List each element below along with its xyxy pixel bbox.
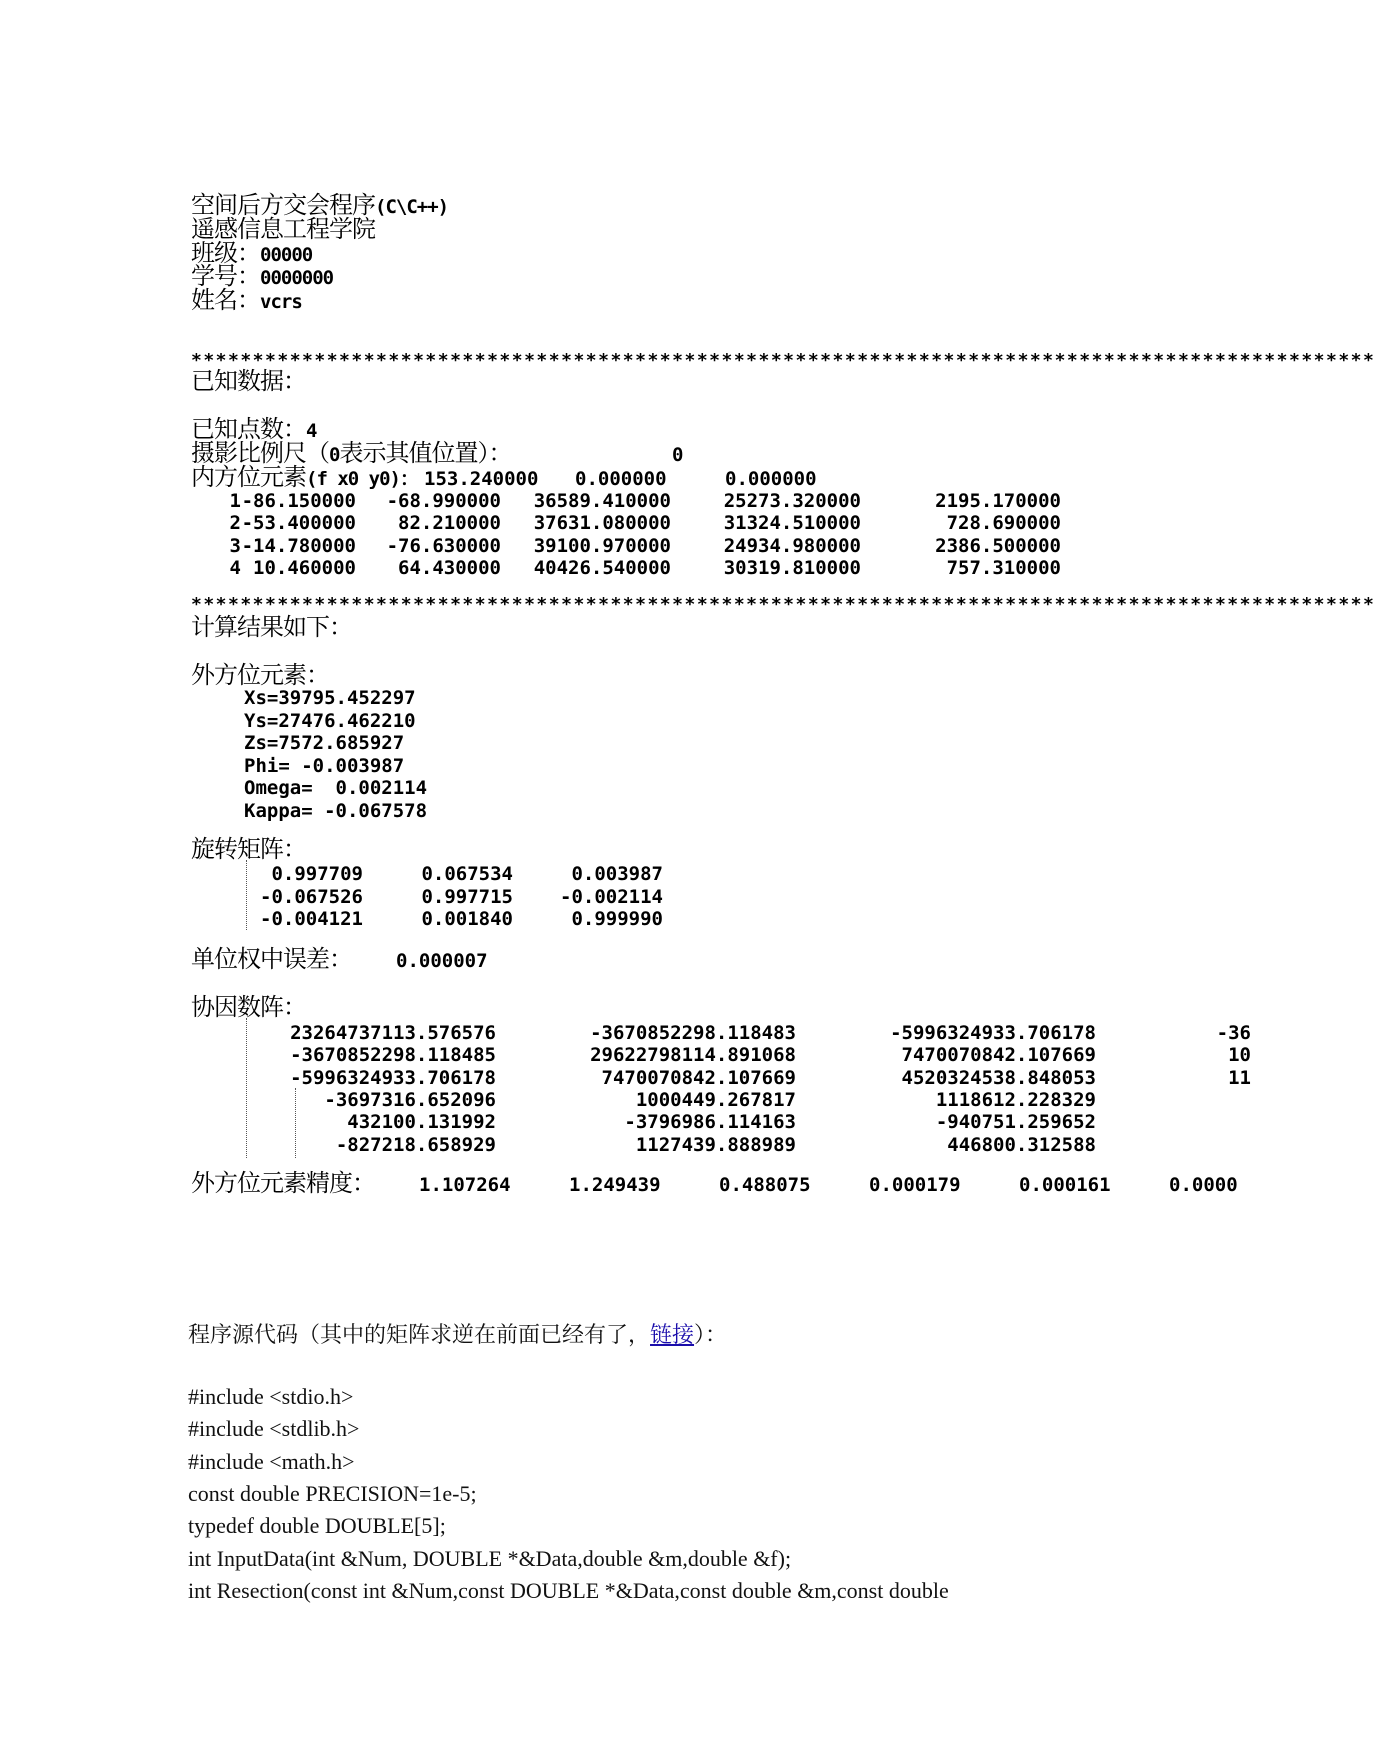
cofactor-matrix-cell: -3697316.652096 — [324, 1089, 496, 1111]
point-value: 37631.080000 — [533, 512, 671, 535]
rotation-matrix-cell: 0.997709 — [271, 863, 363, 885]
cofactor-matrix-cell: 7470070842.107669 — [601, 1066, 796, 1089]
rotation-matrix-cell: -0.002114 — [560, 885, 663, 908]
code-line: #include <stdio.h> — [188, 1384, 354, 1409]
photo-scale-line: 摄影比例尺（0表示其值位置）： — [191, 439, 512, 467]
precision-value: 1.249439 — [569, 1174, 661, 1196]
point-value: 25273.320000 — [723, 490, 861, 512]
results-heading: 计算结果如下： — [191, 613, 352, 641]
code-line: const double PRECISION=1e-5; — [188, 1480, 477, 1506]
point-value: 2195.170000 — [935, 490, 1061, 512]
cofactor-matrix-cell: -3670852298.118483 — [590, 1022, 796, 1044]
cofactor-matrix-cell: 432100.131992 — [347, 1111, 496, 1134]
precision-label: 外方位元素精度： — [191, 1169, 375, 1197]
code-line: int Resection(const int &Num,const DOUBLE *&Data,const double &m,const double — [188, 1577, 949, 1603]
rotation-bracket — [246, 860, 247, 930]
cofactor-heading: 协因数阵： — [191, 993, 306, 1021]
cofactor-matrix-cell: -3796986.114163 — [624, 1111, 796, 1134]
code-line: typedef double DOUBLE[5]; — [188, 1513, 446, 1539]
point-value: 82.210000 — [398, 512, 501, 535]
separator-bottom: ************************************************************************************************ — [191, 594, 1375, 615]
point-value: -53.400000 — [241, 512, 356, 535]
point-index: 3 — [229, 534, 241, 557]
code-line: #include <stdlib.h> — [188, 1416, 360, 1442]
source-code-intro: 程序源代码（其中的矩阵求逆在前面已经有了，链接）： — [188, 1322, 728, 1347]
point-value: -76.630000 — [386, 534, 501, 557]
known-point-count: 已知点数：4 — [191, 415, 317, 443]
point-value: 757.310000 — [946, 556, 1061, 579]
student-name-line: 姓名：vcrs — [191, 286, 302, 314]
unit-error-value: 0.000007 — [396, 950, 488, 972]
precision-value: 0.488075 — [719, 1174, 811, 1196]
cofactor-matrix-cell: -5996324933.706178 — [290, 1066, 496, 1089]
console-screenshot — [191, 160, 1375, 1280]
point-value: 31324.510000 — [723, 512, 861, 535]
cofactor-matrix-cell: -3670852298.118485 — [290, 1044, 496, 1067]
interior-x0: 0.000000 — [575, 468, 667, 490]
photo-scale-value: 0 — [672, 444, 684, 466]
point-value: 30319.810000 — [723, 556, 861, 579]
exterior-element: Phi= -0.003987 — [244, 754, 405, 777]
point-index: 4 — [229, 556, 241, 579]
precision-value: 1.107264 — [419, 1174, 511, 1196]
cofactor-matrix-cell: 446800.312588 — [947, 1133, 1096, 1156]
rotation-matrix-cell: 0.999990 — [571, 908, 663, 930]
exterior-element: Omega= 0.002114 — [244, 777, 428, 799]
point-value: -14.780000 — [241, 534, 356, 557]
cofactor-matrix-cell: -36 — [1216, 1022, 1251, 1044]
interior-y0: 0.000000 — [725, 468, 817, 490]
program-title: 空间后方交会程序(C\C++) — [191, 191, 449, 219]
point-value: 36589.410000 — [533, 490, 671, 512]
point-value: 2386.500000 — [935, 534, 1061, 557]
point-value: 10.460000 — [253, 556, 356, 579]
cofactor-matrix-cell: 4520324538.848053 — [901, 1066, 1096, 1089]
known-data-heading: 已知数据： — [191, 367, 306, 395]
point-value: 728.690000 — [946, 512, 1061, 535]
rotation-heading: 旋转矩阵： — [191, 835, 306, 863]
exterior-element: Zs=7572.685927 — [244, 732, 405, 754]
precision-value: 0.000179 — [869, 1174, 961, 1196]
interior-f: 153.240000 — [424, 468, 539, 490]
rotation-matrix-cell: 0.997715 — [421, 885, 513, 908]
school-name: 遥感信息工程学院 — [191, 215, 375, 243]
point-value: -86.150000 — [241, 490, 356, 512]
cofactor-bracket-inner — [295, 1088, 296, 1158]
point-value: 40426.540000 — [533, 556, 671, 579]
exterior-element: Kappa= -0.067578 — [244, 799, 428, 822]
separator-top: ************************************************************************************************ — [191, 350, 1375, 371]
rotation-matrix-cell: -0.067526 — [260, 885, 363, 908]
cofactor-matrix-cell: 1000449.267817 — [635, 1089, 796, 1111]
cofactor-matrix-cell: 1118612.228329 — [935, 1089, 1096, 1111]
precision-value: 0.000161 — [1019, 1174, 1111, 1196]
point-value: 39100.970000 — [533, 534, 671, 557]
rotation-matrix-cell: 0.067534 — [421, 863, 513, 885]
point-value: 64.430000 — [398, 556, 501, 579]
cofactor-matrix-cell: -940751.259652 — [935, 1111, 1096, 1134]
cofactor-matrix-cell: -827218.658929 — [335, 1133, 496, 1156]
rotation-matrix-cell: 0.003987 — [571, 863, 663, 885]
cofactor-matrix-cell: -5996324933.706178 — [890, 1022, 1096, 1044]
cofactor-matrix-cell: 7470070842.107669 — [901, 1044, 1096, 1067]
exterior-heading: 外方位元素： — [191, 661, 329, 689]
cofactor-matrix-cell: 10 — [1228, 1044, 1251, 1067]
precision-value: 0.0000 — [1169, 1174, 1238, 1196]
student-id-line: 学号：0000000 — [191, 262, 334, 290]
exterior-element: Ys=27476.462210 — [244, 709, 416, 732]
class-line: 班级：00000 — [191, 239, 313, 267]
cofactor-matrix-cell: 23264737113.576576 — [290, 1022, 496, 1044]
interior-orientation-line: 内方位元素(f x0 y0)： — [191, 463, 418, 491]
cofactor-matrix-cell: 29622798114.891068 — [590, 1044, 796, 1067]
point-value: 24934.980000 — [723, 534, 861, 557]
cofactor-matrix-cell: 1127439.888989 — [635, 1133, 796, 1156]
unit-error-label: 单位权中误差： — [191, 945, 352, 973]
matrix-inverse-link[interactable]: 链接 — [650, 1322, 695, 1347]
cofactor-matrix-cell: 11 — [1228, 1066, 1251, 1089]
point-index: 1 — [229, 490, 241, 512]
exterior-element: Xs=39795.452297 — [244, 687, 416, 709]
point-index: 2 — [229, 512, 241, 535]
point-value: -68.990000 — [386, 490, 501, 512]
code-line: int InputData(int &Num, DOUBLE *&Data,double &m,double &f); — [188, 1545, 792, 1571]
rotation-matrix-cell: 0.001840 — [421, 908, 513, 930]
code-line: #include <math.h> — [188, 1448, 355, 1474]
cofactor-bracket-outer — [246, 1018, 247, 1158]
rotation-matrix-cell: -0.004121 — [260, 908, 363, 930]
